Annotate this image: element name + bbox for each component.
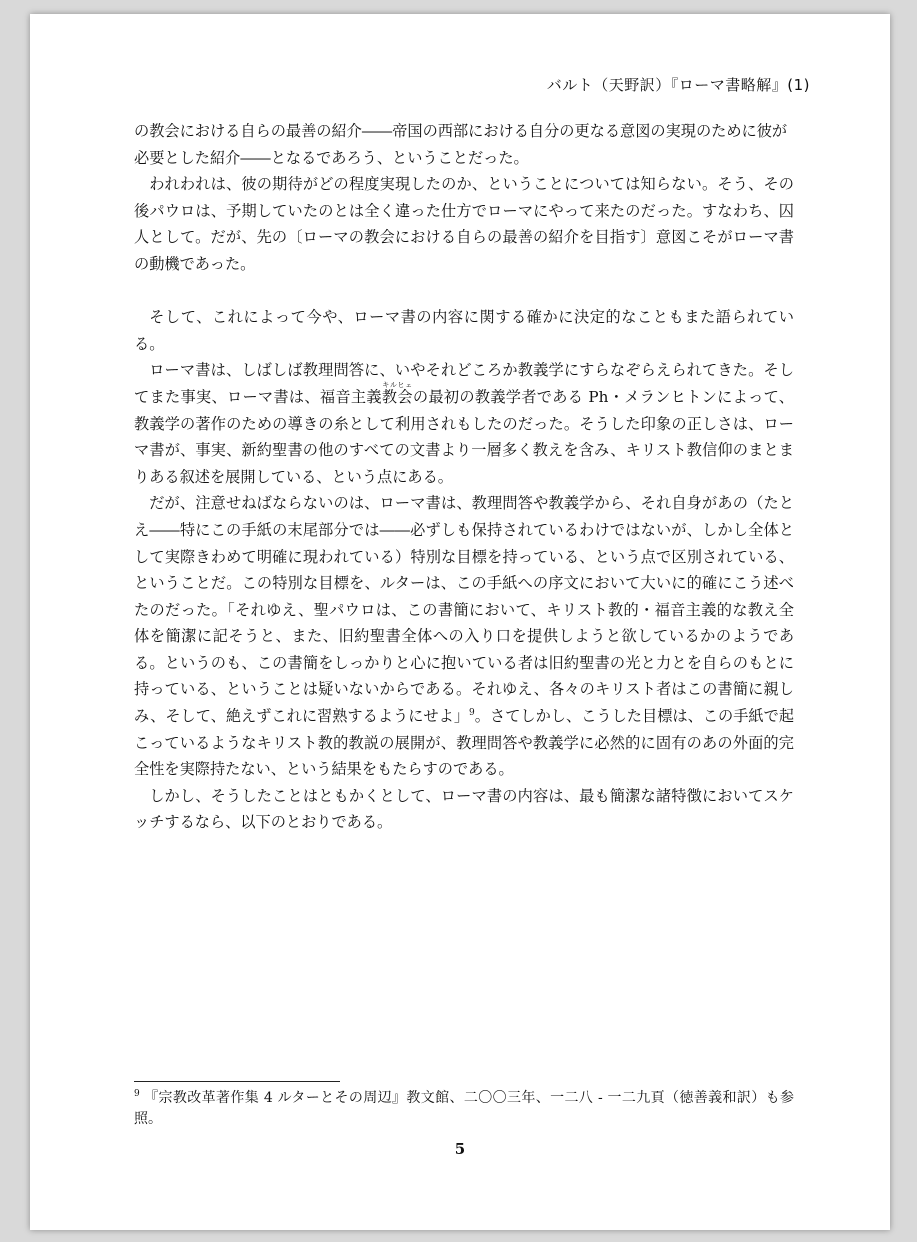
paragraph-3: そして、これによって今や、ローマ書の内容に関する確かに決定的なこともまた語られている。 bbox=[134, 308, 794, 353]
document-page bbox=[30, 14, 890, 1230]
footnote-text: 『宗教改革著作集 4 ルターとその周辺』教文館、二〇〇三年、一二八 - 一二九頁（徳善義和訳）も参照。 bbox=[134, 1090, 794, 1127]
paragraph-5 bbox=[134, 490, 794, 783]
running-header: バルト（天野訳）『ローマ書略解』(1) bbox=[546, 76, 810, 94]
page-number: 5 bbox=[454, 1140, 466, 1158]
ruby-kirche bbox=[381, 380, 413, 406]
footnote bbox=[134, 1088, 794, 1130]
paragraph-gap bbox=[134, 278, 794, 305]
paragraph-1-line-2: 必要とした紹介――となるであろう、ということだった。 bbox=[134, 148, 529, 167]
paragraph-5-part-b: 。さてしかし、こうした目標は、この手紙で起こっているようなキリスト教的教説の展開が、教理問答や教義学に必然的に固有のあの外面的完全性を実際持たない、という結果をもたらすのである。 bbox=[134, 707, 795, 779]
paragraph-2: われわれは、彼の期待がどの程度実現したのか、ということについては知らない。そう、その後パウロは、予期していたのとは全く違った仕方でローマにやって来たのだった。すなわち、囚人として。だが、先の〔ローマの教会における自らの最善の紹介を目指す〕意図こそがローマ書の動機であった。 bbox=[134, 175, 794, 273]
paragraph-4 bbox=[134, 357, 794, 490]
ruby-reading: キルヒェ bbox=[381, 380, 413, 389]
paragraph-1 bbox=[134, 118, 794, 171]
paragraph-4-part-b: の最初の教義学者である Ph・メランヒトンによって、教義学の著作のための導きの糸として利用されもしたのだった。そうした印象の正しさは、ローマ書が、事実、新約聖書の他のすべての文書より一層多く教えを含み、キリスト教信仰のまとまりある叙述を展開している、という点にある。 bbox=[134, 387, 794, 486]
paragraph-1-line-1: の教会における自らの最善の紹介――帝国の西部における自分の更なる意図の実現のために彼が bbox=[134, 122, 788, 140]
paragraph-6: しかし、そうしたことはともかくとして、ローマ書の内容は、最も簡潔な諸特徴においてスケッチするなら、以下のとおりである。 bbox=[134, 786, 794, 832]
ruby-base: 教会 bbox=[381, 387, 413, 406]
paragraph-5-part-a: だが、注意せねばならないのは、ローマ書は、教理問答や教義学から、それ自身があの（たとえ――特にこの手紙の末尾部分では――必ずしも保持されているわけではないが、しかし全体として実際きわめて明確に現われている）特別な目標を持っている、という点で区別されている、ということだ。この特別な目標を、ルターは、この手紙への序文において大いに的確にこう述べたのだった。「それゆえ、聖パウロは、この書簡において、キリスト教的・福音主義的な教え全体を簡潔に記そうと、また、旧約聖書全体への入り口を提供しようと欲しているかのようである。というのも、この書簡をしっかりと心に抱いている者は旧約聖書の光と力とを自らのもとに持っている、ということは疑いないからである。それゆえ、各々のキリスト者はこの書簡に親しみ、そして、絶えずこれに習熟するようにせよ」 bbox=[134, 494, 795, 726]
footnote-number: 9 bbox=[134, 1089, 140, 1100]
footnote-reference[interactable]: 9 bbox=[469, 708, 475, 718]
footnote-divider bbox=[134, 1081, 340, 1082]
paragraph-4-part-a: ローマ書は、しばしば教理問答に、いやそれどころか教義学にすらなぞらえられてきた。そしてまた事実、ローマ書は、福音主義 bbox=[134, 361, 794, 406]
body-text bbox=[134, 118, 794, 836]
